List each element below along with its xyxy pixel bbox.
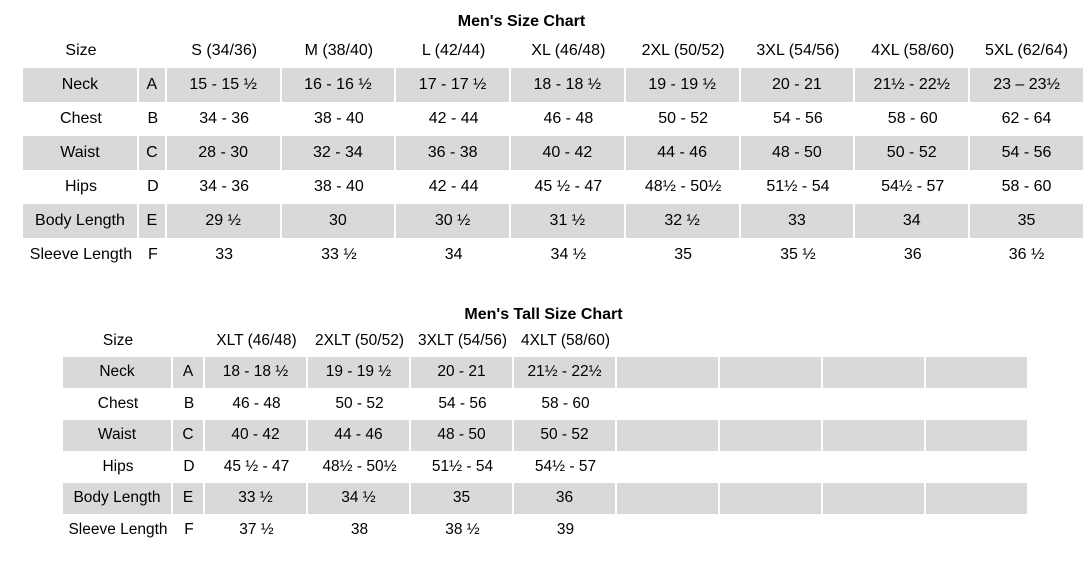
- row-label: Body Length: [23, 204, 139, 238]
- table-cell: 34: [444, 246, 463, 263]
- header-row: [23, 34, 1083, 68]
- column-header: 2XL (50/52): [641, 42, 725, 59]
- size-header: Size: [102, 331, 134, 349]
- table-cell: 33: [215, 246, 234, 263]
- row-letter: C: [139, 136, 167, 170]
- table-cell: 36 - 38: [396, 136, 511, 170]
- row-label: Waist: [23, 136, 139, 170]
- table-cell: 40 - 42: [205, 420, 308, 452]
- empty-cell: [720, 514, 823, 546]
- row-letter: B: [183, 394, 195, 412]
- empty-cell: [823, 451, 926, 483]
- table-row-neck: [63, 357, 1027, 389]
- row-letter: C: [173, 420, 205, 452]
- table-cell: 38 - 40: [313, 110, 364, 127]
- tall-size-chart-table: [63, 325, 1027, 546]
- row-label: Hips: [64, 178, 97, 195]
- table-cell: 33: [741, 204, 856, 238]
- table-cell: 21½ - 22½: [855, 68, 970, 102]
- table-cell: 29 ½: [167, 204, 282, 238]
- table-cell: 19 - 19 ½: [626, 68, 741, 102]
- table-cell: 54 - 56: [438, 394, 487, 412]
- table-cell: 34 ½: [550, 246, 587, 263]
- table-cell: 54 - 56: [970, 136, 1083, 170]
- empty-cell: [926, 388, 1027, 420]
- empty-cell: [617, 325, 720, 357]
- table-cell: 51½ - 54: [766, 178, 830, 195]
- row-label: Neck: [23, 68, 139, 102]
- empty-cell: [720, 357, 823, 389]
- table-row-sleeve-length: [23, 238, 1083, 272]
- table-cell: 54 - 56: [773, 110, 823, 127]
- empty-cell: [926, 357, 1027, 389]
- row-label: Sleeve Length: [29, 246, 133, 263]
- table-cell: 45 ½ - 47: [223, 457, 290, 475]
- table-cell: 46 - 48: [232, 394, 281, 412]
- table-cell: 50 - 52: [855, 136, 970, 170]
- table-cell: 38 ½: [445, 520, 480, 538]
- empty-cell: [720, 483, 823, 515]
- empty-cell: [720, 325, 823, 357]
- table-cell: 20 - 21: [411, 357, 514, 389]
- row-letter: F: [184, 520, 194, 538]
- empty-cell: [823, 420, 926, 452]
- row-letter: D: [183, 457, 195, 475]
- table-row-sleeve-length: [63, 514, 1027, 546]
- table-row-waist: [23, 136, 1083, 170]
- table-cell: 36 ½: [1008, 246, 1045, 263]
- table-cell: 39: [556, 520, 575, 538]
- table-cell: 37 ½: [239, 520, 274, 538]
- table-cell: 23 – 23½: [970, 68, 1083, 102]
- row-label: Neck: [63, 357, 173, 389]
- table-cell: 36: [514, 483, 617, 515]
- table-row-chest: [23, 102, 1083, 136]
- table-cell: 46 - 48: [543, 110, 594, 127]
- table-cell: 42 - 44: [428, 110, 479, 127]
- column-header: 5XL (62/64): [985, 42, 1069, 59]
- row-letter: A: [173, 357, 205, 389]
- empty-cell: [926, 514, 1027, 546]
- table-cell: 20 - 21: [741, 68, 856, 102]
- size-header: Size: [65, 42, 97, 59]
- table-cell: 48 - 50: [741, 136, 856, 170]
- table-cell: 54½ - 57: [534, 457, 597, 475]
- table-row-hips: [23, 170, 1083, 204]
- table-cell: 42 - 44: [428, 178, 479, 195]
- tall-size-chart-title: Men's Tall Size Chart: [464, 306, 623, 323]
- row-label: Waist: [63, 420, 173, 452]
- table-cell: 21½ - 22½: [514, 357, 617, 389]
- column-header: 2XLT (50/52): [314, 331, 405, 349]
- column-header: 3XL (54/56): [756, 42, 840, 59]
- table-cell: 34 ½: [308, 483, 411, 515]
- table-cell: 28 - 30: [167, 136, 282, 170]
- column-header: L (42/44): [421, 42, 486, 59]
- table-cell: 33 ½: [205, 483, 308, 515]
- size-chart-table: [23, 34, 1083, 272]
- table-cell: 34 - 36: [199, 178, 250, 195]
- empty-cell: [720, 388, 823, 420]
- table-cell: 50 - 52: [514, 420, 617, 452]
- table-cell: 35: [970, 204, 1083, 238]
- table-cell: 44 - 46: [308, 420, 411, 452]
- table-cell: 18 - 18 ½: [511, 68, 626, 102]
- table-row-body-length: [63, 483, 1027, 515]
- empty-cell: [823, 483, 926, 515]
- empty-cell: [617, 514, 720, 546]
- empty-cell: [720, 451, 823, 483]
- table-cell: 19 - 19 ½: [308, 357, 411, 389]
- column-header: S (34/36): [191, 42, 258, 59]
- table-cell: 45 ½ - 47: [534, 178, 603, 195]
- table-cell: 35: [411, 483, 514, 515]
- table-cell: 32 ½: [626, 204, 741, 238]
- table-cell: 48½ - 50½: [322, 457, 397, 475]
- table-cell: 58 - 60: [541, 394, 590, 412]
- table-row-body-length: [23, 204, 1083, 238]
- table-row-neck: [23, 68, 1083, 102]
- empty-cell: [926, 451, 1027, 483]
- row-letter: F: [147, 246, 158, 263]
- empty-cell: [823, 325, 926, 357]
- table-cell: 58 - 60: [887, 110, 938, 127]
- row-label: Body Length: [63, 483, 173, 515]
- row-label: Sleeve Length: [68, 520, 168, 538]
- table-cell: 34: [855, 204, 970, 238]
- row-label: Chest: [97, 394, 139, 412]
- row-letter: B: [147, 110, 159, 127]
- table-cell: 62 - 64: [1001, 110, 1052, 127]
- table-cell: 30 ½: [396, 204, 511, 238]
- table-cell: 16 - 16 ½: [282, 68, 397, 102]
- column-header: XL (46/48): [531, 42, 606, 59]
- empty-cell: [720, 420, 823, 452]
- table-cell: 18 - 18 ½: [205, 357, 308, 389]
- empty-cell: [617, 483, 720, 515]
- empty-cell: [926, 325, 1027, 357]
- row-letter: A: [139, 68, 167, 102]
- column-header: 4XL (58/60): [871, 42, 955, 59]
- letter-header: [173, 325, 205, 357]
- column-header: XLT (46/48): [216, 331, 297, 349]
- row-label: Hips: [102, 457, 134, 475]
- table-cell: 35: [674, 246, 693, 263]
- table-cell: 34 - 36: [199, 110, 250, 127]
- row-letter: D: [147, 178, 159, 195]
- table-cell: 51½ - 54: [431, 457, 494, 475]
- table-cell: 48 - 50: [411, 420, 514, 452]
- column-header: 4XLT (58/60): [520, 331, 611, 349]
- table-cell: 15 - 15 ½: [167, 68, 282, 102]
- row-letter: E: [139, 204, 167, 238]
- empty-cell: [617, 388, 720, 420]
- table-cell: 31 ½: [511, 204, 626, 238]
- table-row-chest: [63, 388, 1027, 420]
- empty-cell: [617, 451, 720, 483]
- table-cell: 44 - 46: [626, 136, 741, 170]
- table-cell: 35 ½: [780, 246, 816, 263]
- empty-cell: [823, 357, 926, 389]
- empty-cell: [926, 420, 1027, 452]
- table-row-hips: [63, 451, 1027, 483]
- table-cell: 50 - 52: [335, 394, 384, 412]
- size-chart-title: Men's Size Chart: [457, 13, 586, 30]
- empty-cell: [617, 420, 720, 452]
- table-cell: 30: [282, 204, 397, 238]
- table-cell: 58 - 60: [1001, 178, 1052, 195]
- empty-cell: [823, 388, 926, 420]
- column-header: 3XLT (54/56): [417, 331, 508, 349]
- table-cell: 38 - 40: [313, 178, 364, 195]
- empty-cell: [617, 357, 720, 389]
- row-letter: E: [173, 483, 205, 515]
- table-cell: 48½ - 50½: [644, 178, 722, 195]
- table-cell: 54½ - 57: [881, 178, 945, 195]
- table-cell: 36: [903, 246, 922, 263]
- table-cell: 50 - 52: [658, 110, 709, 127]
- table-cell: 38: [350, 520, 369, 538]
- table-cell: 40 - 42: [511, 136, 626, 170]
- column-header: M (38/40): [304, 42, 374, 59]
- table-cell: 32 - 34: [282, 136, 397, 170]
- table-cell: 17 - 17 ½: [396, 68, 511, 102]
- row-label: Chest: [60, 110, 102, 127]
- empty-cell: [926, 483, 1027, 515]
- letter-header: [139, 34, 167, 68]
- table-cell: 33 ½: [321, 246, 357, 263]
- table-row-waist: [63, 420, 1027, 452]
- header-row: [63, 325, 1027, 357]
- empty-cell: [823, 514, 926, 546]
